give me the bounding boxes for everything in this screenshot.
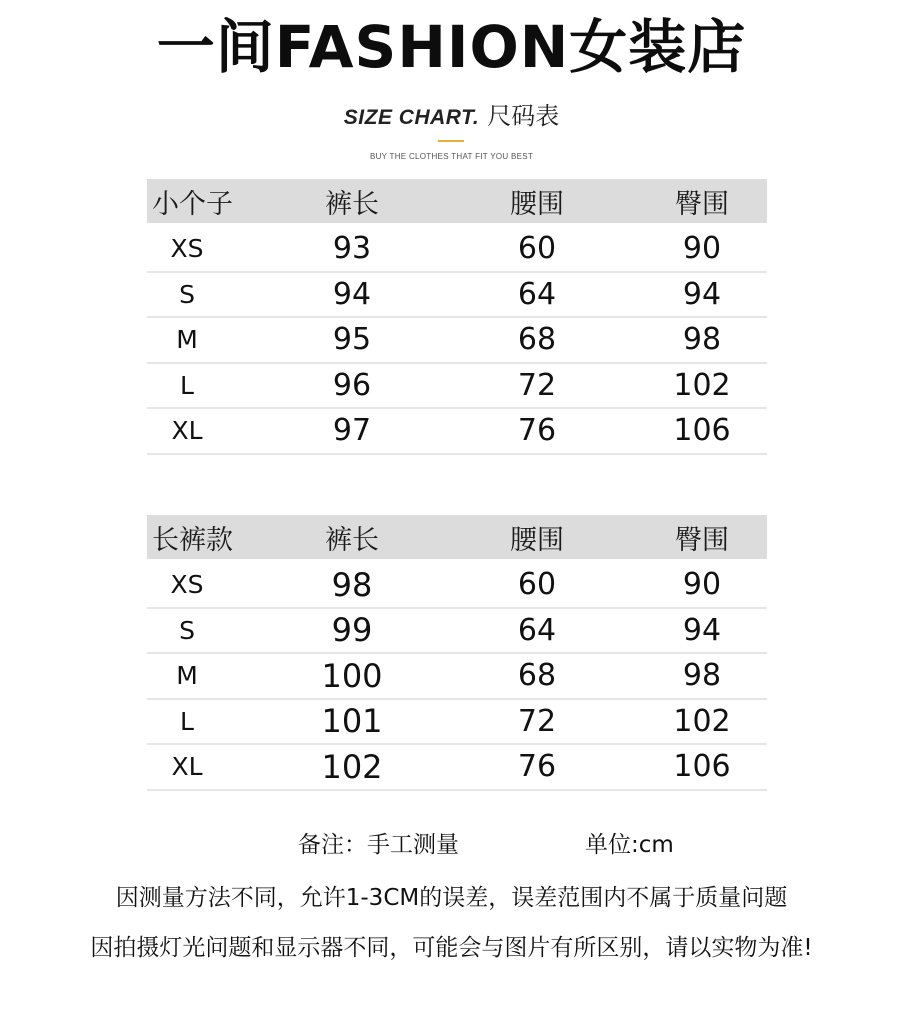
length-value: 97	[332, 413, 372, 449]
tolerance-disclaimer: 因测量方法不同，允许1-3CM的误差，误差范围内不属于质量问题	[115, 885, 788, 911]
size-label: XS	[170, 570, 204, 600]
size-label: L	[180, 370, 194, 400]
header-waist: 腰围	[510, 524, 564, 556]
size-label: XL	[171, 752, 203, 782]
size-label: M	[176, 661, 198, 691]
size-label: XL	[171, 416, 203, 446]
length-value: 93	[332, 231, 372, 267]
table-row	[147, 409, 767, 455]
size-chart-heading-zh: 尺码表	[487, 102, 560, 130]
hip-value: 94	[682, 612, 722, 648]
hip-value: 90	[682, 567, 722, 603]
length-value: 100	[321, 656, 383, 695]
size-table-long-pants	[147, 515, 767, 791]
header-category: 长裤款	[152, 524, 233, 556]
header-waist: 腰围	[510, 188, 564, 220]
header-hip: 臀围	[675, 188, 729, 220]
hip-value: 102	[673, 703, 731, 739]
hip-value: 102	[673, 367, 731, 403]
hip-value: 98	[682, 322, 722, 358]
color-disclaimer: 因拍摄灯光问题和显示器不同，可能会与图片有所区别，请以实物为准!	[90, 935, 813, 961]
waist-value: 68	[517, 322, 557, 358]
length-value: 98	[331, 565, 373, 604]
waist-value: 64	[517, 276, 557, 312]
length-value: 96	[332, 367, 372, 403]
waist-value: 60	[517, 231, 557, 267]
hip-value: 90	[682, 231, 722, 267]
table-row	[147, 318, 767, 364]
waist-value: 76	[517, 413, 557, 449]
length-value: 94	[332, 276, 372, 312]
size-label: S	[179, 615, 195, 645]
size-label: M	[176, 325, 198, 355]
size-label: L	[180, 706, 194, 736]
unit-note: 单位:cm	[585, 832, 674, 858]
measurement-note: 备注：手工测量	[298, 832, 459, 858]
size-chart-heading	[0, 98, 903, 137]
header-category: 小个子	[152, 188, 233, 220]
header-length: 裤长	[325, 188, 379, 220]
hip-value: 106	[673, 413, 731, 449]
tagline: BUY THE CLOTHES THAT FIT YOU BEST	[369, 152, 534, 161]
waist-value: 72	[517, 367, 557, 403]
size-chart-heading-en: SIZE CHART.	[343, 106, 480, 129]
size-table-petite	[147, 179, 767, 455]
shop-title: 一间FASHION女装店	[156, 13, 747, 81]
waist-value: 68	[517, 658, 557, 694]
waist-value: 64	[517, 612, 557, 648]
table-row	[147, 364, 767, 410]
table-row	[147, 654, 767, 700]
table-row	[147, 563, 767, 609]
table-header-row	[147, 515, 767, 563]
waist-value: 60	[517, 567, 557, 603]
table-row	[147, 227, 767, 273]
waist-value: 72	[517, 703, 557, 739]
header-hip: 臀围	[675, 524, 729, 556]
accent-divider	[438, 140, 464, 142]
length-value: 99	[331, 611, 373, 650]
size-label: S	[179, 279, 195, 309]
hip-value: 106	[673, 749, 731, 785]
length-value: 102	[321, 747, 383, 786]
table-row	[147, 700, 767, 746]
length-value: 95	[332, 322, 372, 358]
table-header-row	[147, 179, 767, 227]
hip-value: 94	[682, 276, 722, 312]
table-row	[147, 745, 767, 791]
hip-value: 98	[682, 658, 722, 694]
table-row	[147, 273, 767, 319]
length-value: 101	[321, 702, 383, 741]
header-length: 裤长	[325, 524, 379, 556]
waist-value: 76	[517, 749, 557, 785]
size-label: XS	[170, 234, 204, 264]
table-row	[147, 609, 767, 655]
